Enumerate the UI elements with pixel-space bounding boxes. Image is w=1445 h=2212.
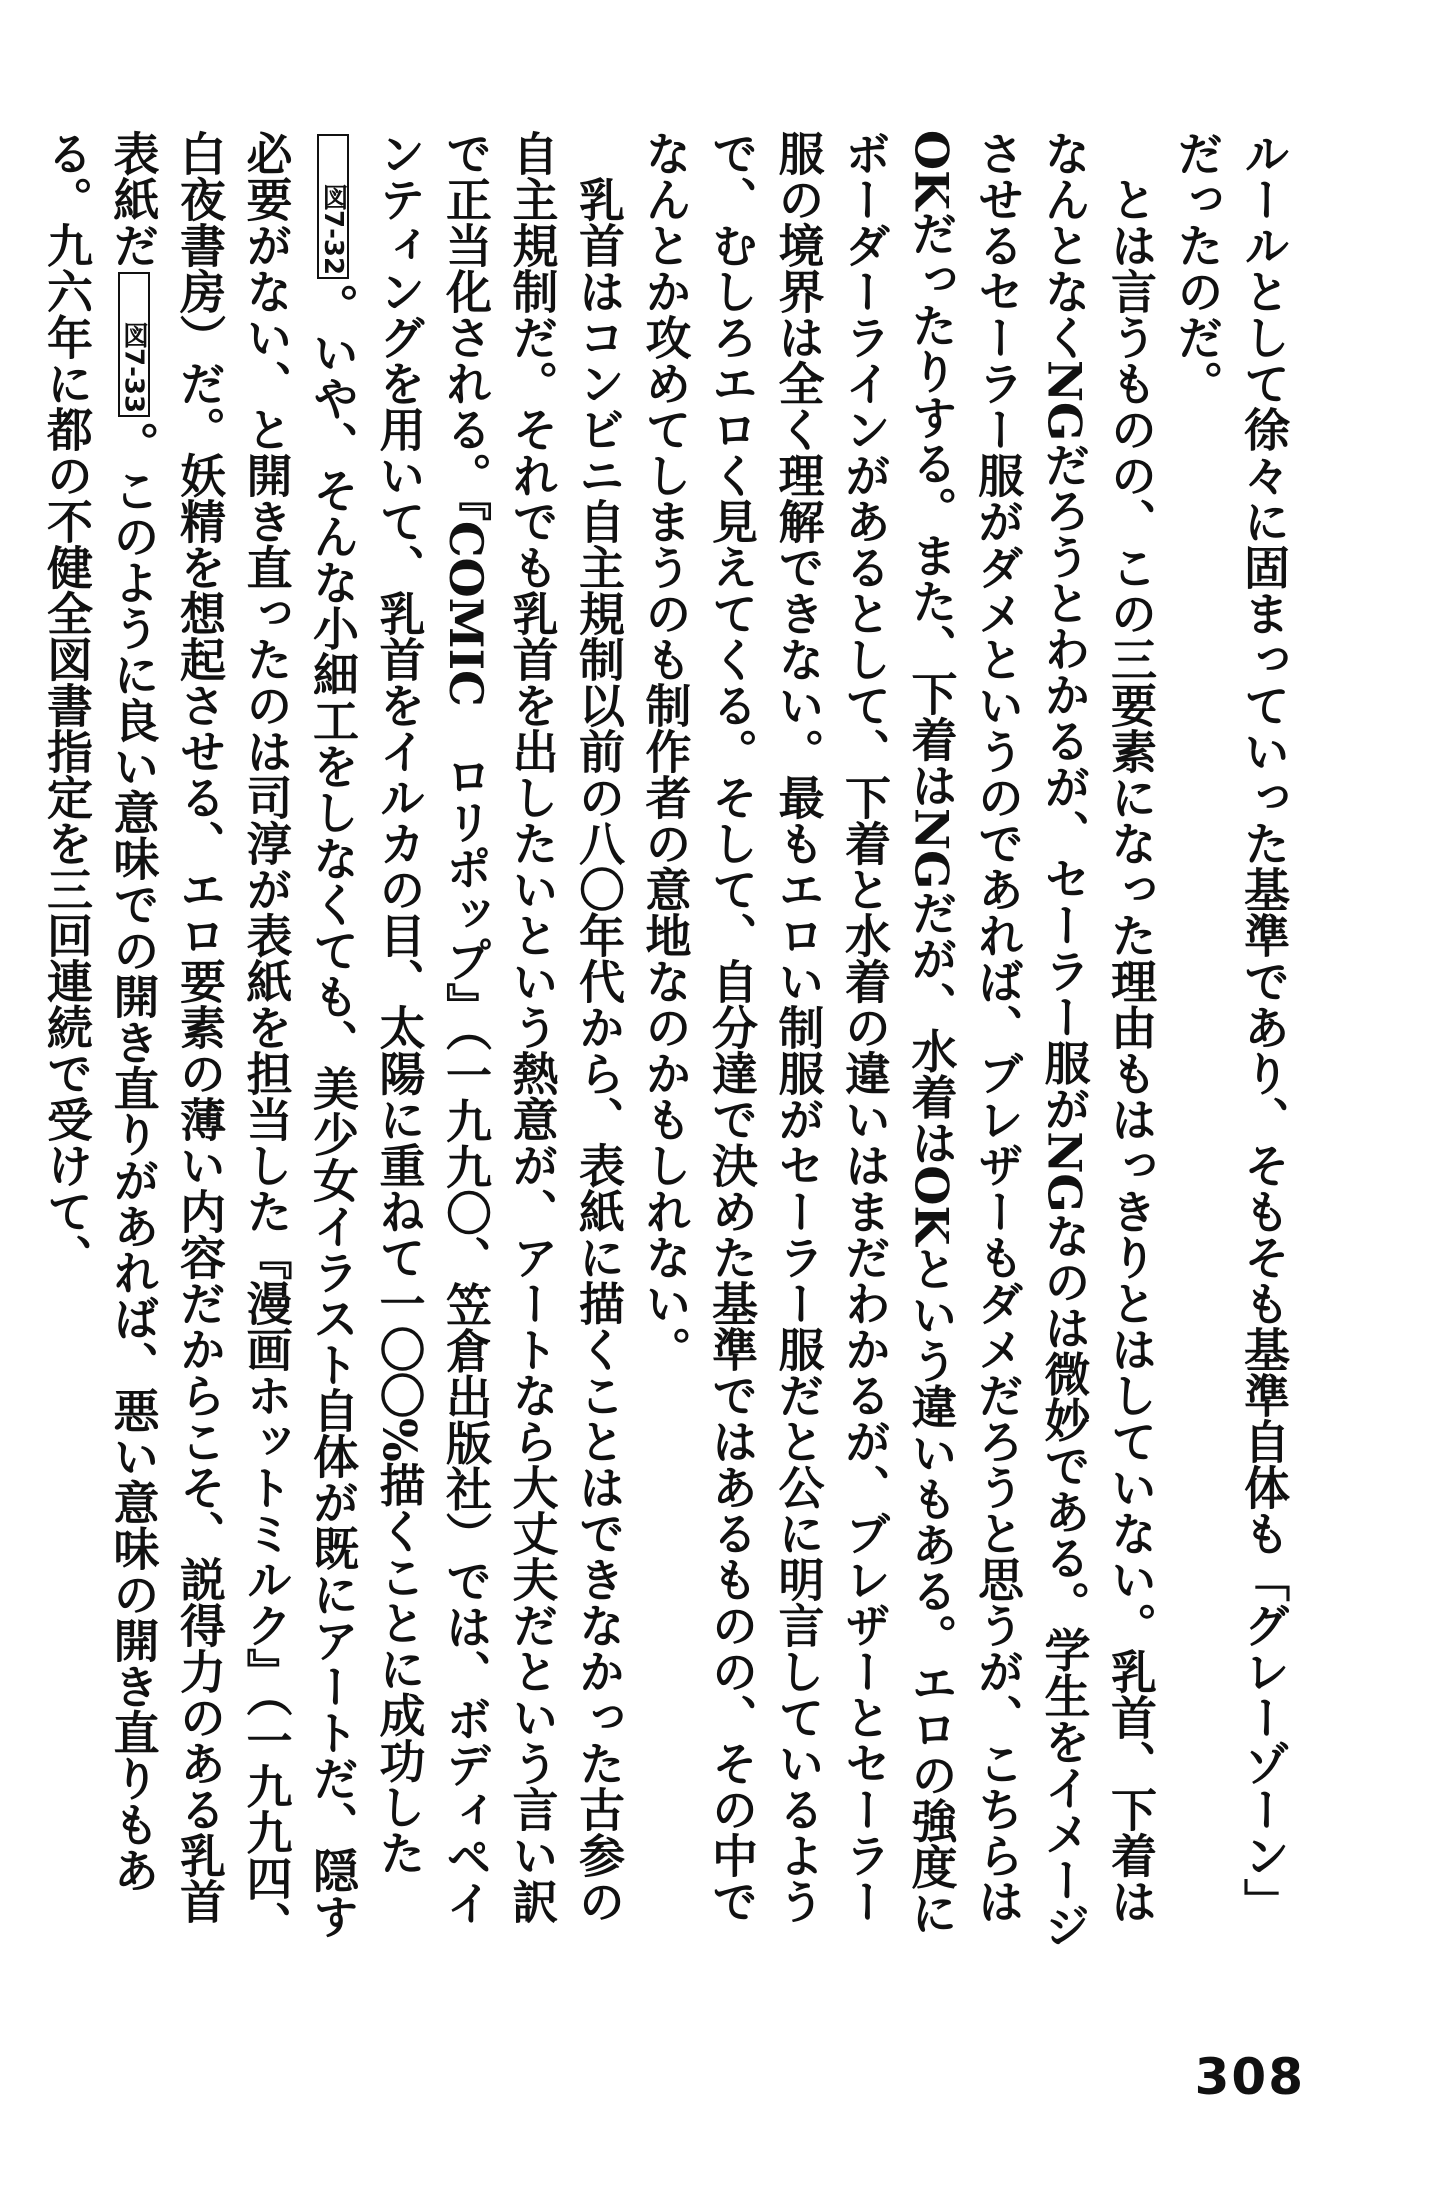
text-run: 。このように良い意味での開き直りがあれば、悪い意味の開き直りもある。九六年に都の不健全図書指定を三回連続で受けて、 xyxy=(40,130,161,1894)
figure-reference: 図7-32 xyxy=(317,134,349,279)
text-run: 。いや、そんな小細工をしなくても、美少女イラスト自体が既にアートだ、隠す必要がない、と開き直ったのは司淳が表紙を担当した『漫画ホットミルク』（一九九四、白夜書房）だ。妖精を想起させる、エロ要素の薄い内容だからこそ、説得力のある乳首表紙だ xyxy=(106,130,360,1947)
figure-reference: 図7-33 xyxy=(118,272,150,417)
text-run: 乳首はコンビニ自主規制以前の八〇年代から、表紙に描くことはできなかった古参の自主規制だ。それでも乳首を出したいという熱意が、アートなら大丈夫だという言い訳で正当化される。『COMIC ロリポップ』（一九九〇、笠倉出版社）では、ボディペインティングを用いて、乳首をイルカの目、太陽に重ねて一〇〇%描くことに成功した xyxy=(372,130,626,1926)
body-text xyxy=(40,130,1297,1960)
paragraph xyxy=(632,130,1164,1960)
text-run: とは言うものの、この三要素になった理由もはっきりとはしていない。乳首、下着はなんとなくNGだろうとわかるが、セーラー服がNGなのは微妙である。学生をイメージさせるセーラー服がダメというのであれば、ブレザーもダメだろうと思うが、こちらはOKだったりする。また、下着はNGだが、水着はOKという違いもある。エロの強度にボーダーラインがあるとして、下着と水着の違いはまだわかるが、ブレザーとセーラー服の境界は全く理解できない。最もエロい制服がセーラー服だと公に明言しているようで、むしろエロく見えてくる。そして、自分達で決めた基準ではあるものの、その中でなんとか攻めてしまうのも制作者の意地なのかもしれない。 xyxy=(638,130,1158,1949)
paragraph xyxy=(1164,130,1297,1960)
paragraph xyxy=(34,130,633,1960)
page-number: 308 xyxy=(1194,2048,1305,2106)
text-run: ルールとして徐々に固まっていった基準であり、そもそも基準自体も「グレーゾーン」だったのだ。 xyxy=(1170,130,1291,1924)
